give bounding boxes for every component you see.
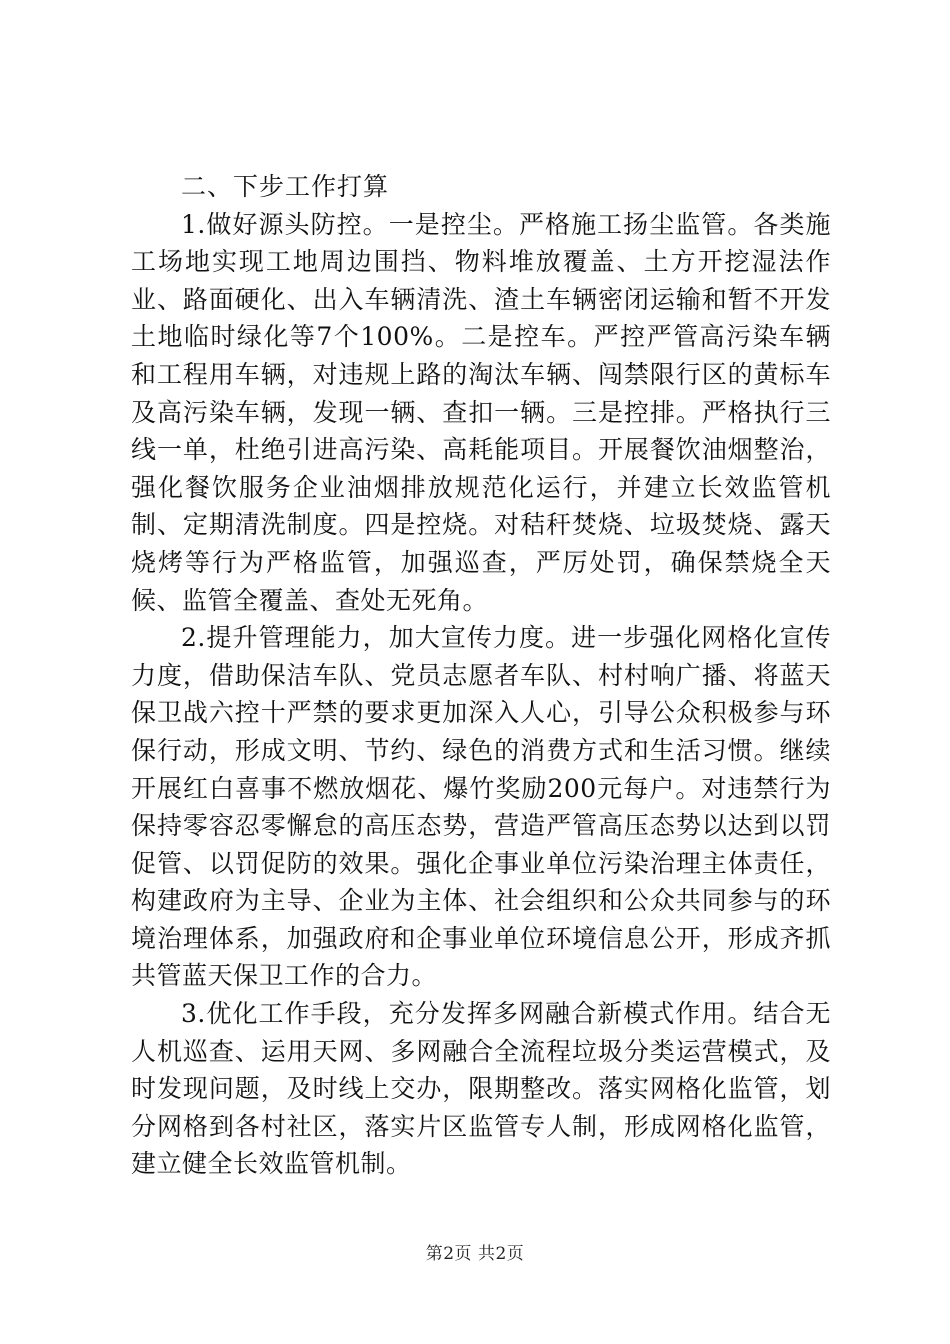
paragraph-work-methods: 3.优化工作手段，充分发挥多网融合新模式作用。结合无人机巡查、运用天网、多网融合全流程垃圾分类运营模式，及时发现问题，及时线上交办，限期整改。落实网格化监管，划分网格到各村社区，落实片区监管专人制，形成网格化监管，建立健全长效监管机制。 xyxy=(131,999,831,1179)
paragraph-management-publicity: 2.提升管理能力，加大宣传力度。进一步强化网格化宣传力度，借助保洁车队、党员志愿者车队、村村响广播、将蓝天保卫战六控十严禁的要求更加深入人心，引导公众积极参与环保行动，形成文明、节约、绿色的消费方式和生活习惯。继续开展红白喜事不燃放烟花、爆竹奖励200元每户。对违禁行为保持零容忍零懈怠的高压态势，营造严管高压态势以达到以罚促管、以罚促防的效果。强化企事业单位污染治理主体责任，构建政府为主导、企业为主体、社会组织和公众共同参与的环境治理体系，加强政府和企事业单位环境信息公开，形成齐抓共管蓝天保卫工作的合力。 xyxy=(131,623,831,991)
section-heading: 二、下步工作打算 xyxy=(181,172,390,201)
paragraph-source-control: 1.做好源头防控。一是控尘。严格施工扬尘监管。各类施工场地实现工地周边围挡、物料堆放覆盖、土方开挖湿法作业、路面硬化、出入车辆清洗、渣土车辆密闭运输和暂不开发土地临时绿化等7个100%。二是控车。严控严管高污染车辆和工程用车辆，对违规上路的淘汰车辆、闯禁限行区的黄标车及高污染车辆，发现一辆、查扣一辆。三是控排。严格执行三线一单，杜绝引进高污染、高耗能项目。开展餐饮油烟整治，强化餐饮服务企业油烟排放规范化运行，并建立长效监管机制、定期清洗制度。四是控烧。对秸秆焚烧、垃圾焚烧、露天烧烤等行为严格监管，加强巡查，严厉处罚，确保禁烧全天候、监管全覆盖、查处无死角。 xyxy=(131,209,831,615)
page-number-footer: 第2页 共2页 xyxy=(425,1244,525,1264)
document-body xyxy=(131,168,831,1183)
